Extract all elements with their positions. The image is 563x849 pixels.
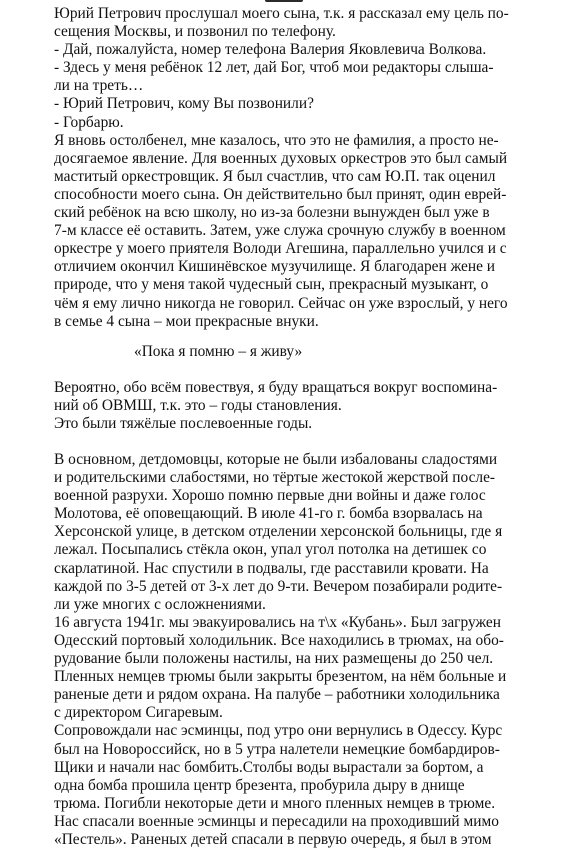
text-line: Щики и начали нас бомбить.Столбы воды вырастали за бортом, а — [54, 758, 484, 776]
paragraph-block-1 — [54, 5, 534, 331]
text-line: ли на треть… — [54, 77, 144, 95]
section-heading: «Пока я помню – я живу» — [134, 343, 303, 360]
text-line: трюма. Погибли некоторые дети и много пленных немцев в трюме. — [54, 794, 496, 812]
paragraph-block-3 — [54, 451, 534, 849]
text-line: маститый оркестровщик. Я был счастлив, что сам Ю.П. так оценил — [54, 167, 496, 185]
text-line: рудование были положены настилы, на них размещены до 250 чел. — [54, 650, 494, 668]
text-line: Одесский портовый холодильник. Все находились в трюмах, на обо- — [54, 631, 504, 649]
text-line: Молотова, её оповещающий. В июле 41-го г. бомба взорвалась на — [54, 505, 483, 523]
text-line: 7-м классе её оставить. Затем, уже служа срочную службу в военном — [54, 222, 506, 240]
text-line: Вероятно, обо всём повествуя, я буду вращаться вокруг воспомина- — [54, 379, 498, 396]
text-line: и родительскими слабостями, но тёртые жестокой жерствой после- — [54, 469, 496, 487]
scan-artifact — [265, 0, 303, 2]
text-line: способности моего сына. Он действительно был принят, один еврей- — [54, 185, 507, 203]
text-line: 16 августа 1941г. мы эвакуировались на т\х «Кубань». Был загружен — [54, 613, 501, 631]
text-line: чём я ему лично никогда не говорил. Сейчас он уже взрослый, у него — [54, 294, 508, 312]
text-line: с директором Сигаревым. — [54, 704, 223, 722]
text-line: природе, что у меня такой чудесный сын, прекрасный музыкант, о — [54, 276, 489, 294]
text-line: одна бомба прошила центр брезента, пробурила дыру в днище — [54, 776, 465, 794]
text-line: - Горбарю. — [54, 113, 124, 131]
text-line: Юрий Петрович прослушал моего сына, т.к. я рассказал ему цель по- — [54, 5, 509, 22]
text-line: каждой по 3-5 детей от 3-х лет до 9-ти. Вечером позабирали родите- — [54, 577, 503, 595]
text-line: Это были тяжёлые послевоенные годы. — [54, 415, 313, 433]
text-line: скарлатиной. Нас спустили в подвалы, где расставили кровати. На — [54, 559, 489, 577]
text-line: был на Новороссийск, но в 5 утра налетели немецкие бомбардиров- — [54, 740, 500, 758]
text-line: - Дай, пожалуйста, номер телефона Валерия Яковлевича Волкова. — [54, 41, 487, 59]
text-line: отличием окончил Кишинёвское музучилище. Я благодарен жене и — [54, 258, 495, 276]
text-line: раненые дети и рядом охрана. На палубе – работники холодильника — [54, 686, 500, 704]
text-line: оркестре у моего приятеля Володи Агешина, параллельно учился и с — [54, 240, 507, 258]
text-line: - Юрий Петрович, кому Вы позвонили? — [54, 95, 314, 113]
text-line: ли уже многих с осложнениями. — [54, 595, 266, 613]
text-line: Пленных немцев трюмы были закрыты брезентом, на нём больные и — [54, 668, 507, 686]
text-line: Сопровождали нас эсминцы, под утро они вернулись в Одессу. Курс — [54, 722, 503, 740]
text-line: Я вновь остолбенел, мне казалось, что это не фамилия, а просто не- — [54, 131, 499, 149]
paragraph-block-2 — [54, 379, 534, 433]
text-line: В основном, детдомовцы, которые не были избалованы сладостями — [54, 451, 498, 468]
text-line: сещения Москвы, и позвонил по телефону. — [54, 23, 336, 41]
text-line: военной разрухи. Хорошо помню первые дни войны и даже голос — [54, 487, 486, 505]
text-line: - Здесь у меня ребёнок 12 лет, дай Бог, чтоб мои редакторы слыша- — [54, 59, 494, 77]
text-line: ний об ОВМШ, т.к. это – годы становления. — [54, 397, 342, 415]
text-line: «Пестель». Раненых детей спасали в первую очередь, я был в этом — [54, 830, 492, 848]
text-line: досягаемое явление. Для военных духовых оркестров это был самый — [54, 149, 508, 167]
text-line: лежал. Посыпались стёкла окон, упал угол потолка на детишек со — [54, 541, 487, 559]
text-line: Херсонской улице, в детском отделении херсонской больницы, где я — [54, 523, 503, 541]
text-line: Нас спасали военные эсминцы и пересадили на проходивший мимо — [54, 812, 499, 830]
text-line: в семье 4 сына – мои прекрасные внуки. — [54, 312, 319, 330]
text-line: ский ребёнок на всю школу, но из-за болезни вынужден был уже в — [54, 204, 490, 222]
